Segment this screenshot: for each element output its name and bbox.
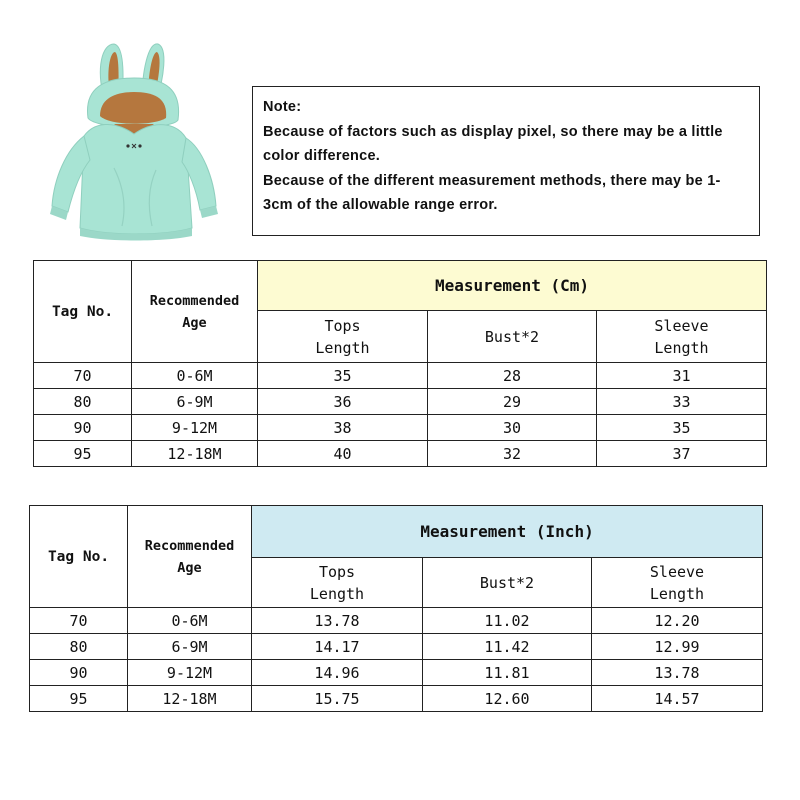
sleeve-length-line1: Sleeve — [654, 316, 709, 335]
bust-cell: 11.02 — [423, 608, 592, 634]
tops-length-header — [258, 311, 428, 363]
table-row — [34, 389, 767, 415]
sleeve-length-line1: Sleeve — [649, 562, 705, 581]
tops-length-cell: 38 — [258, 415, 428, 441]
age-cell: 9-12M — [128, 660, 252, 686]
tops-length-line2: Length — [309, 584, 365, 603]
tag-cell: 95 — [30, 686, 128, 712]
age-header-line1: Recommended — [149, 292, 240, 309]
sleeve-length-cell: 33 — [597, 389, 767, 415]
tag-cell: 90 — [34, 415, 132, 441]
table-row — [30, 608, 763, 634]
tops-length-cell: 15.75 — [252, 686, 423, 712]
tag-cell: 90 — [30, 660, 128, 686]
age-cell: 6-9M — [132, 389, 258, 415]
bust-cell: 11.81 — [423, 660, 592, 686]
sleeve-length-line2: Length — [654, 338, 709, 357]
age-cell: 0-6M — [132, 363, 258, 389]
tag-cell: 95 — [34, 441, 132, 467]
hoodie-illustration — [44, 38, 224, 243]
size-table-cm — [33, 260, 767, 467]
tag-cell: 70 — [30, 608, 128, 634]
age-cell: 9-12M — [132, 415, 258, 441]
note-line-2: Because of the different measurement methods, there may be 1-3cm of the allowable range error. — [263, 172, 721, 213]
table-row — [30, 634, 763, 660]
tops-length-cell: 40 — [258, 441, 428, 467]
sleeve-length-cell: 14.57 — [592, 686, 763, 712]
tag-cell: 70 — [34, 363, 132, 389]
sleeve-length-cell: 12.20 — [592, 608, 763, 634]
age-cell: 12-18M — [128, 686, 252, 712]
sleeve-length-header — [592, 558, 763, 608]
tag-no-header: Tag No. — [30, 506, 128, 608]
table-row — [34, 363, 767, 389]
tops-length-line1: Tops — [318, 562, 356, 581]
sleeve-length-header — [597, 311, 767, 363]
age-header-line2: Age — [177, 559, 202, 576]
bust-header: Bust*2 — [428, 311, 597, 363]
tops-length-cell: 14.96 — [252, 660, 423, 686]
measurement-header: Measurement (Cm) — [258, 261, 767, 311]
sleeve-length-cell: 37 — [597, 441, 767, 467]
bust-cell: 28 — [428, 363, 597, 389]
table-row — [30, 660, 763, 686]
age-cell: 12-18M — [132, 441, 258, 467]
table-row — [34, 415, 767, 441]
note-line-1: Because of factors such as display pixel, so there may be a little color difference. — [263, 123, 723, 164]
tag-cell: 80 — [34, 389, 132, 415]
tops-length-header — [252, 558, 423, 608]
sleeve-length-cell: 31 — [597, 363, 767, 389]
sleeve-length-cell: 12.99 — [592, 634, 763, 660]
product-image — [44, 38, 224, 243]
bust-cell: 12.60 — [423, 686, 592, 712]
sleeve-length-line2: Length — [649, 584, 705, 603]
recommended-age-header — [132, 261, 258, 363]
sleeve-length-cell: 13.78 — [592, 660, 763, 686]
age-cell: 0-6M — [128, 608, 252, 634]
table-row — [34, 441, 767, 467]
tops-length-cell: 36 — [258, 389, 428, 415]
measurement-header: Measurement (Inch) — [252, 506, 763, 558]
bust-cell: 29 — [428, 389, 597, 415]
bust-cell: 32 — [428, 441, 597, 467]
sleeve-length-cell: 35 — [597, 415, 767, 441]
table-row — [30, 686, 763, 712]
tops-length-cell: 13.78 — [252, 608, 423, 634]
age-header-line1: Recommended — [144, 537, 235, 554]
recommended-age-header — [128, 506, 252, 608]
note-box — [252, 86, 760, 236]
tops-length-line2: Length — [315, 338, 370, 357]
bust-cell: 11.42 — [423, 634, 592, 660]
tops-length-cell: 35 — [258, 363, 428, 389]
tops-length-cell: 14.17 — [252, 634, 423, 660]
tag-cell: 80 — [30, 634, 128, 660]
bust-header: Bust*2 — [423, 558, 592, 608]
tops-length-line1: Tops — [324, 316, 361, 335]
size-table-inch — [29, 505, 763, 712]
note-title: Note: — [263, 99, 302, 115]
bust-cell: 30 — [428, 415, 597, 441]
age-cell: 6-9M — [128, 634, 252, 660]
age-header-line2: Age — [182, 314, 207, 331]
tag-no-header: Tag No. — [34, 261, 132, 363]
